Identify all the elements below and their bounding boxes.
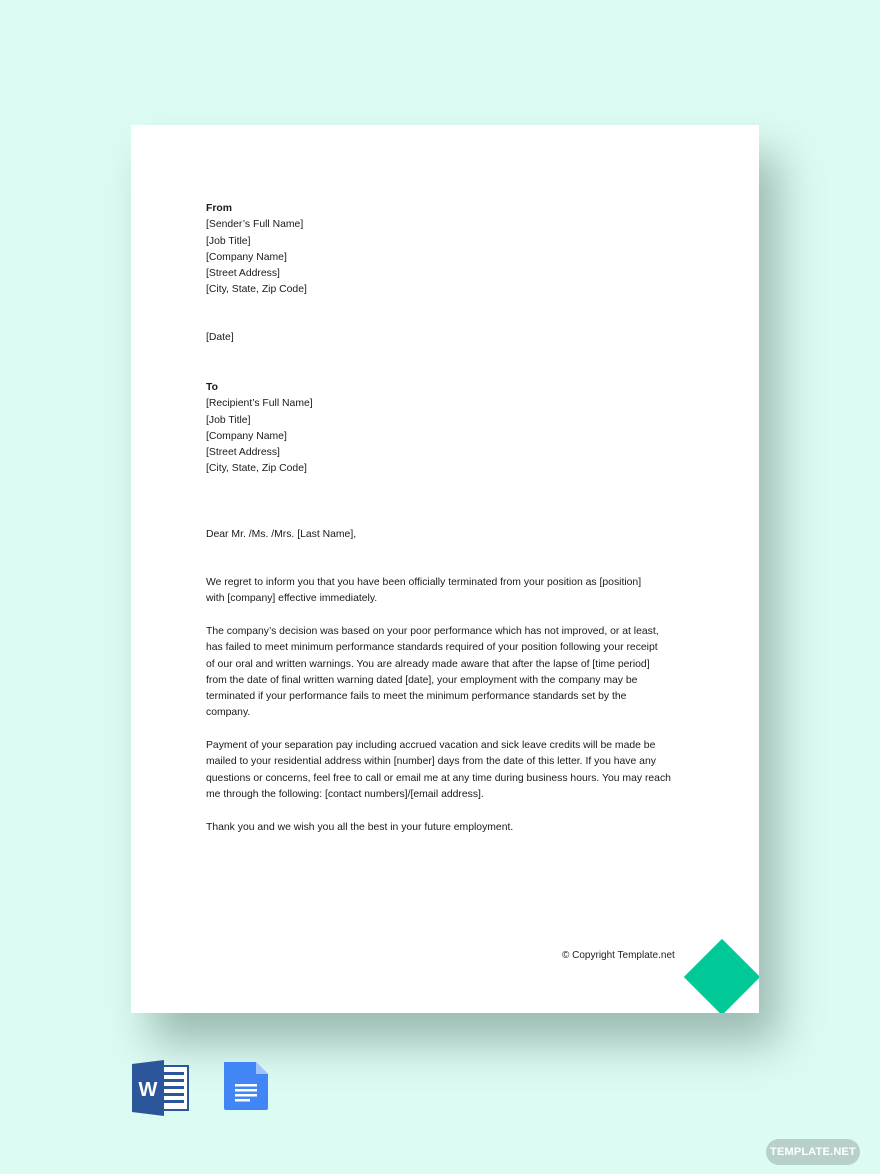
- text-line: questions or concerns, feel free to call or email me at any time during business hours. You may reach: [206, 772, 671, 784]
- text-line: of our oral and written warnings. You are already made aware that after the lapse of [time period]: [206, 658, 650, 670]
- from-line: [City, State, Zip Code]: [206, 284, 307, 296]
- closing: Thank you and we wish you all the best in your future employment.: [206, 822, 514, 833]
- text-line: The company’s decision was based on your poor performance which has not improved, or at least,: [206, 626, 659, 637]
- to-line: [Street Address]: [206, 447, 280, 459]
- text-line: Payment of your separation pay including accrued vacation and sick leave credits will be made be: [206, 740, 656, 751]
- google-docs-icon[interactable]: [192, 1062, 272, 1117]
- to-line: [Job Title]: [206, 414, 251, 426]
- text-line: mailed to your residential address within [number] days from the date of this letter. If you have any: [206, 756, 656, 768]
- from-line: [Company Name]: [206, 251, 287, 263]
- to-line: [Recipient’s Full Name]: [206, 398, 313, 410]
- from-line: [Street Address]: [206, 268, 280, 280]
- text-line: with [company] effective immediately.: [206, 593, 378, 605]
- text-line: from the date of final written warning dated [date], your employment with the company may be: [206, 674, 638, 686]
- text-line: has failed to meet minimum performance standards required of your position following your receipt: [206, 642, 658, 654]
- paragraph-2: [206, 624, 659, 722]
- diamond-decoration: [684, 939, 759, 1013]
- text-line: terminated if your performance fails to meet the minimum performance standards set by the: [206, 691, 627, 703]
- text-line: company.: [206, 707, 251, 719]
- microsoft-word-icon[interactable]: [132, 1060, 190, 1116]
- word-letter: W: [138, 1079, 158, 1101]
- template-net-badge[interactable]: TEMPLATE.NET: [766, 1139, 860, 1165]
- paragraph-3: [206, 738, 671, 803]
- salutation: Dear Mr. /Ms. /Mrs. [Last Name],: [206, 529, 357, 540]
- to-line: [City, State, Zip Code]: [206, 463, 307, 475]
- from-line: [Sender’s Full Name]: [206, 219, 304, 231]
- text-line: me through the following: [contact numbers]/[email address].: [206, 788, 484, 800]
- from-heading: From: [206, 203, 232, 214]
- letter-page: [131, 125, 759, 1013]
- to-block: [206, 380, 313, 478]
- from-line: [Job Title]: [206, 235, 251, 247]
- copyright: © Copyright Template.net: [562, 950, 675, 961]
- to-heading: To: [206, 382, 218, 393]
- from-block: [206, 201, 307, 299]
- paragraph-1: [206, 575, 641, 608]
- to-line: [Company Name]: [206, 430, 287, 442]
- text-line: We regret to inform you that you have been officially terminated from your position as [position]: [206, 577, 642, 588]
- date: [Date]: [206, 332, 234, 343]
